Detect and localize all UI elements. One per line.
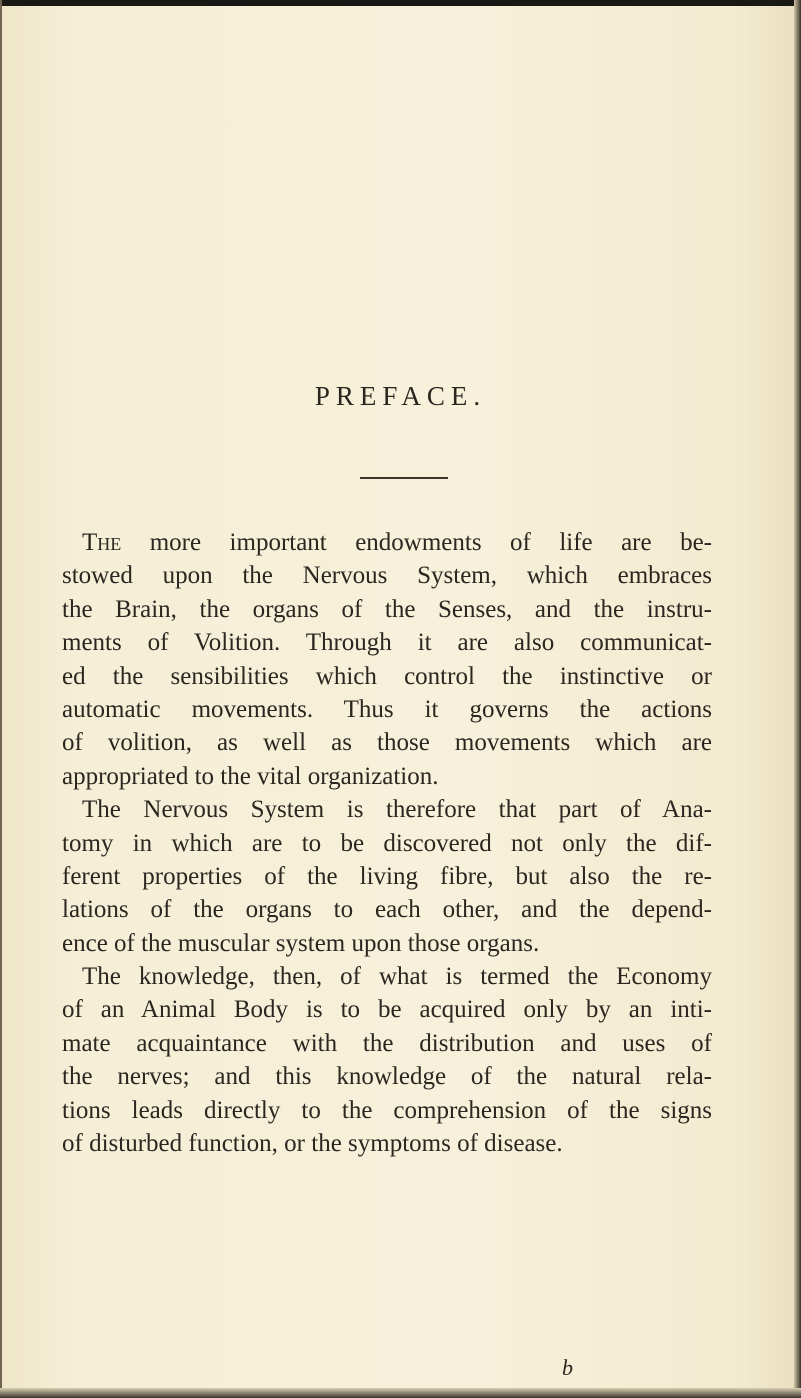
paragraph-1-line-7: of volition, as well as those movements which are <box>62 729 712 757</box>
paragraph-2-line-1: The Nervous System is therefore that part of Ana- <box>82 796 712 824</box>
paragraph-2-line-4: lations of the organs to each other, and the depend- <box>62 896 712 924</box>
page-bottom-edge <box>0 1388 801 1398</box>
paragraph-2-line-5: ence of the muscular system upon those organs. <box>62 929 540 957</box>
drop-word: The <box>82 529 122 556</box>
paragraph-1-line-1 <box>62 526 712 559</box>
signature-mark: b <box>562 1355 573 1380</box>
title-rule <box>360 477 448 479</box>
paragraph-2-line-2: tomy in which are to be discovered not only the dif- <box>62 829 712 857</box>
paragraph-1-line-1-rest: more important endowments of life are be- <box>121 529 712 556</box>
paragraph-3-line-1: The knowledge, then, of what is termed the Economy <box>82 963 712 991</box>
paragraph-1-line-4: ments of Volition. Through it are also communicat- <box>62 629 712 657</box>
page-left-edge <box>0 0 2 1398</box>
paragraph-1-line-5: ed the sensibilities which control the instinctive or <box>62 662 712 690</box>
page-title: PREFACE. <box>314 381 487 411</box>
paragraph-2-line-3: ferent properties of the living fibre, but also the re- <box>62 862 712 890</box>
preface-body <box>62 526 712 1160</box>
paragraph-3-line-2: of an Animal Body is to be acquired only by an inti- <box>62 996 712 1024</box>
paragraph-1-line-8: appropriated to the vital organization. <box>62 762 439 790</box>
page-right-edge <box>794 0 801 1398</box>
page-top-edge <box>0 0 801 6</box>
paragraph-3-line-3: mate acquaintance with the distribution and uses of <box>62 1029 712 1057</box>
paragraph-1-line-2: stowed upon the Nervous System, which embraces <box>62 562 712 590</box>
paragraph-3-line-5: tions leads directly to the comprehension of the signs <box>62 1096 712 1124</box>
paragraph-3-line-4: the nerves; and this knowledge of the natural rela- <box>62 1063 712 1091</box>
paragraph-3-line-6: of disturbed function, or the symptoms of disease. <box>62 1130 563 1158</box>
paragraph-1-line-3: the Brain, the organs of the Senses, and the instru- <box>62 595 712 623</box>
paragraph-1-line-6: automatic movements. Thus it governs the actions <box>62 695 712 723</box>
